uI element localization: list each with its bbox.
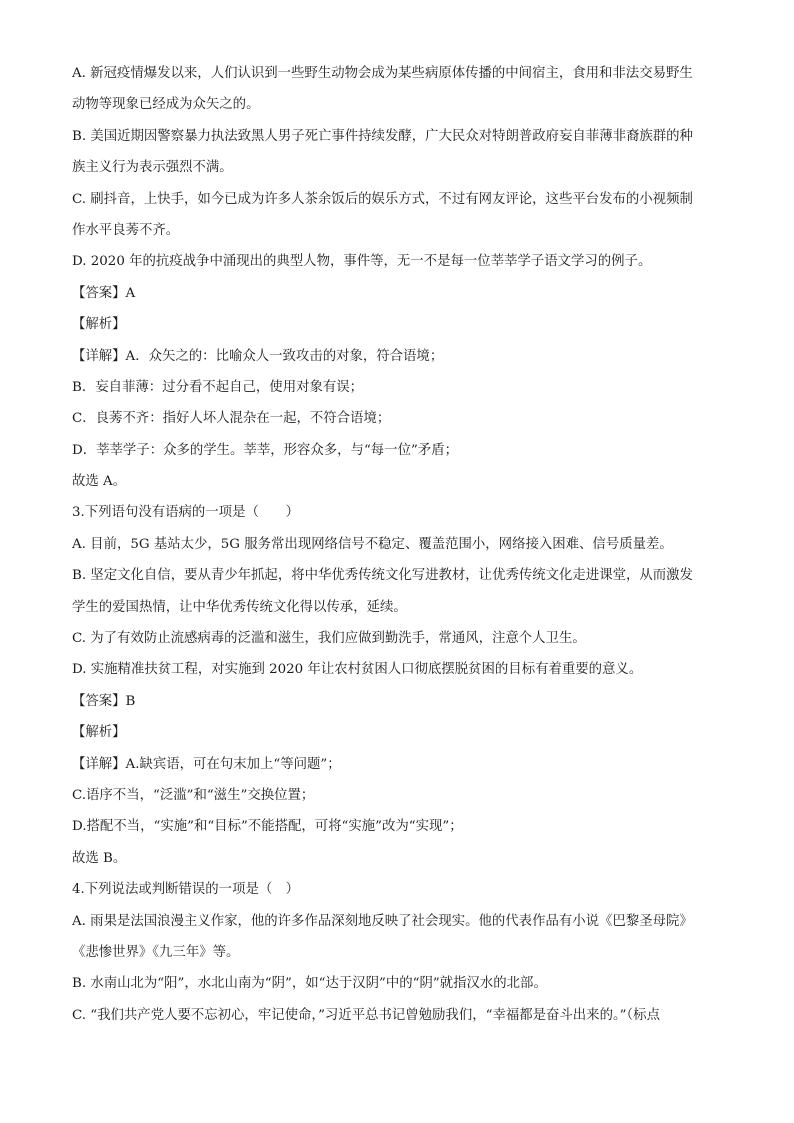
detail-line: 【详解】A.缺宾语，可在句末加上“等问题”； — [72, 756, 341, 772]
option-line: 学生的爱国热情，让中华优秀传统文化得以传承，延续。 — [72, 599, 407, 615]
text-line: 动物等现象已经成为众矢之的。 — [72, 97, 260, 113]
text-line: 作水平良莠不齐。 — [72, 222, 180, 238]
text-line: B. 美国近期因警察暴力执法致黑人男子死亡事件持续发酵，广大民众对特朗普政府妄自菲薄非裔族群的种 — [72, 128, 693, 144]
answer-label: 【答案】B — [72, 693, 136, 709]
question-title: 3.下列语句没有语病的一项是（ ） — [72, 505, 300, 521]
answer-label: 【答案】A — [72, 285, 136, 301]
text-line: A. 新冠疫情爆发以来，人们认识到一些野生动物会成为某些病原体传播的中间宿主，食用和非法交易野生 — [72, 66, 693, 81]
option-line: A. 雨果是法国浪漫主义作家，他的许多作品深刻地反映了社会现实。他的代表作品有小说《巴黎圣母院》 — [72, 913, 693, 929]
conclusion-line: 故选 B。 — [72, 850, 127, 866]
document-page — [72, 58, 722, 1031]
detail-line: D.搭配不当，“实施”和“目标”不能搭配，可将“实施”改为“实现”； — [72, 819, 463, 835]
option-line: C. 为了有效防止流感病毒的泛滥和滋生，我们应做到勤洗手，常通风，注意个人卫生。 — [72, 631, 586, 647]
text-line: 族主义行为表示强烈不满。 — [72, 160, 233, 176]
option-line: 《悲惨世界》《九三年》等。 — [72, 944, 240, 960]
detail-line: D．莘莘学子：众多的学生。莘莘，形容众多，与“每一位”矛盾； — [72, 442, 458, 458]
option-line: A. 目前，5G 基站太少，5G 服务常出现网络信号不稳定、覆盖范围小，网络接入困难、信号质量差。 — [72, 536, 673, 552]
question-title: 4.下列说法或判断错误的一项是（ ） — [72, 882, 300, 898]
analysis-label: 【解析】 — [72, 725, 126, 741]
detail-line: B．妄自菲薄：过分看不起自己，使用对象有误； — [72, 379, 364, 395]
option-line: C. “我们共产党人要不忘初心，牢记使命，”习近平总书记曾勉励我们，“幸福都是奋斗出来的。”（标点 — [72, 1007, 660, 1023]
detail-line: C．良莠不齐：指好人坏人混杂在一起，不符合语境； — [72, 411, 391, 427]
option-line: B. 坚定文化自信，要从青少年抓起，将中华优秀传统文化写进教材，让优秀传统文化走进课堂，从而激发 — [72, 568, 693, 584]
option-line: D. 实施精准扶贫工程，对实施到 2020 年让农村贫困人口彻底摆脱贫困的目标有着重要的意义。 — [72, 662, 643, 678]
text-line: C. 刷抖音，上快手，如今已成为许多人茶余饭后的娱乐方式，不过有网友评论，这些平台发布的小视频制 — [72, 191, 693, 207]
detail-line: 【详解】A．众矢之的：比喻众人一致攻击的对象，符合语境； — [72, 348, 444, 364]
analysis-label: 【解析】 — [72, 317, 126, 333]
text-line: D. 2020 年的抗疫战争中涌现出的典型人物，事件等，无一不是每一位莘莘学子语文学习的例子。 — [72, 254, 652, 270]
option-line: B. 水南山北为“阳”，水北山南为“阴”，如“达于汉阴”中的“阴”就指汉水的北部。 — [72, 976, 547, 992]
conclusion-line: 故选 A。 — [72, 474, 127, 490]
detail-line: C.语序不当，“泛滥”和“滋生”交换位置； — [72, 787, 315, 803]
